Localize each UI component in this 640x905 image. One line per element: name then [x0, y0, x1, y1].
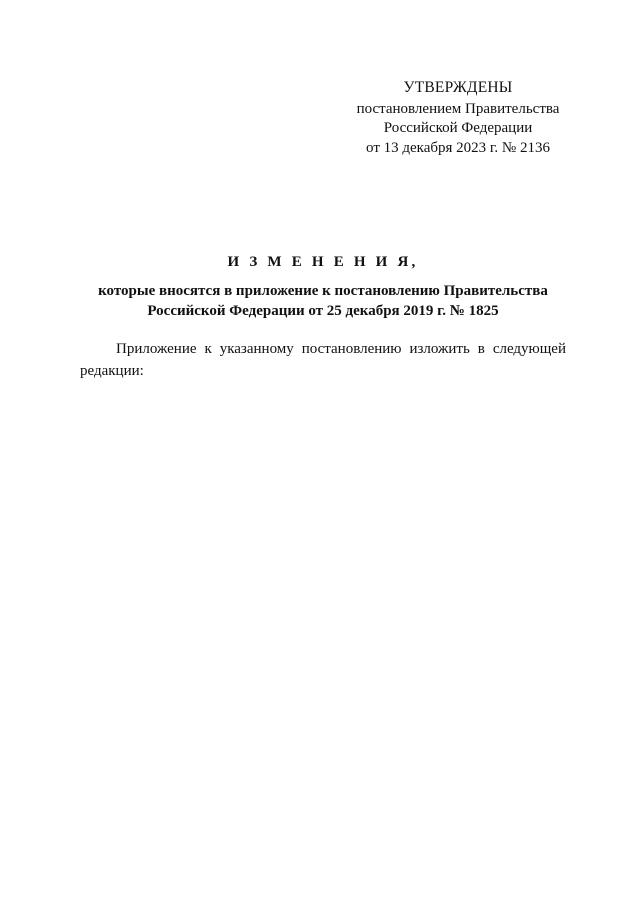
approval-stamp-block [352, 78, 564, 158]
document-heading [80, 253, 566, 321]
document-subtitle-line-1: которые вносятся в приложение к постановлению Правительства [98, 283, 548, 299]
approval-issuer-line: постановлением Правительства [356, 100, 560, 117]
document-subtitle-line-2: Российской Федерации от 25 декабря 2019 г. № 1825 [147, 302, 499, 319]
body-paragraph: Приложение к указанному постановлению изложить в следующей редакции: [80, 341, 566, 379]
approval-title: УТВЕРЖДЕНЫ [403, 79, 513, 96]
approval-date-number-line: от 13 декабря 2023 г. № 2136 [366, 139, 550, 156]
document-title: И З М Е Н Е Н И Я, [227, 254, 419, 270]
document-subtitle [80, 282, 566, 321]
approval-country-line: Российской Федерации [383, 120, 533, 136]
